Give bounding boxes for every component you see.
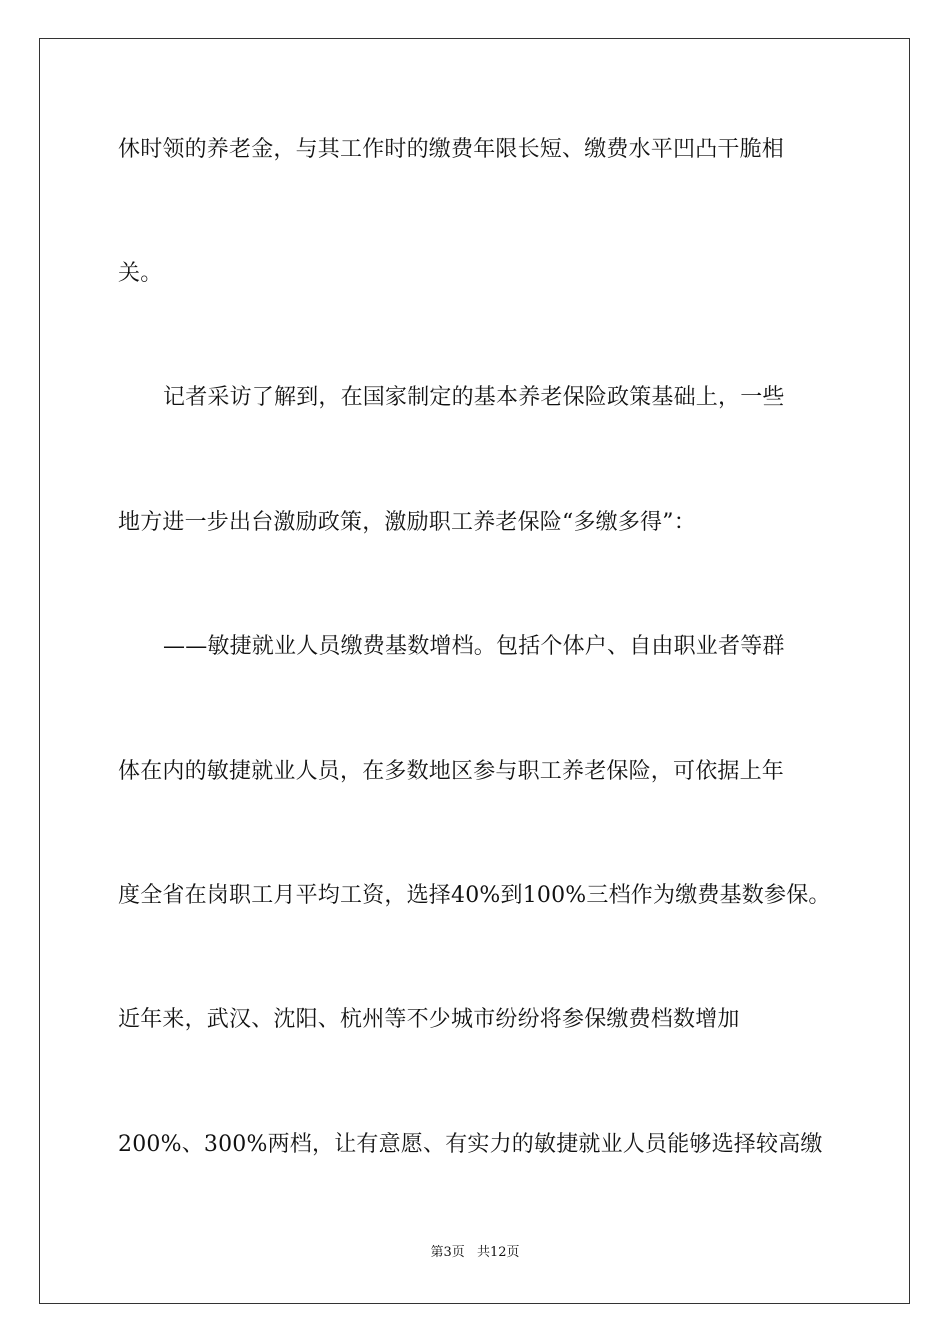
paragraph-line: 关。 — [118, 261, 163, 286]
page-border — [39, 38, 910, 1304]
paragraph-line: 休时领的养老金，与其工作时的缴费年限长短、缴费水平凹凸干脆相 — [118, 137, 785, 162]
paragraph-line: 记者采访了解到，在国家制定的基本养老保险政策基础上，一些 — [163, 385, 785, 410]
page-total: 共12页 — [476, 1245, 520, 1260]
page-number: 第3页 — [430, 1245, 465, 1260]
paragraph-line: 近年来，武汉、沈阳、杭州等不少城市纷纷将参保缴费档数增加 — [118, 1007, 740, 1032]
paragraph-line: 体在内的敏捷就业人员，在多数地区参与职工养老保险，可依据上年 — [118, 759, 785, 784]
paragraph-line: 200%、300%两档，让有意愿、有实力的敏捷就业人员能够选择较高缴 — [118, 1132, 823, 1157]
paragraph-line: 度全省在岗职工月平均工资，选择40%到100%三档作为缴费基数参保。 — [118, 883, 831, 908]
paragraph-line: ——敏捷就业人员缴费基数增档。包括个体户、自由职业者等群 — [163, 634, 785, 659]
paragraph-line: 地方进一步出台激励政策，激励职工养老保险“多缴多得”： — [118, 510, 696, 535]
page-footer — [0, 1244, 950, 1262]
